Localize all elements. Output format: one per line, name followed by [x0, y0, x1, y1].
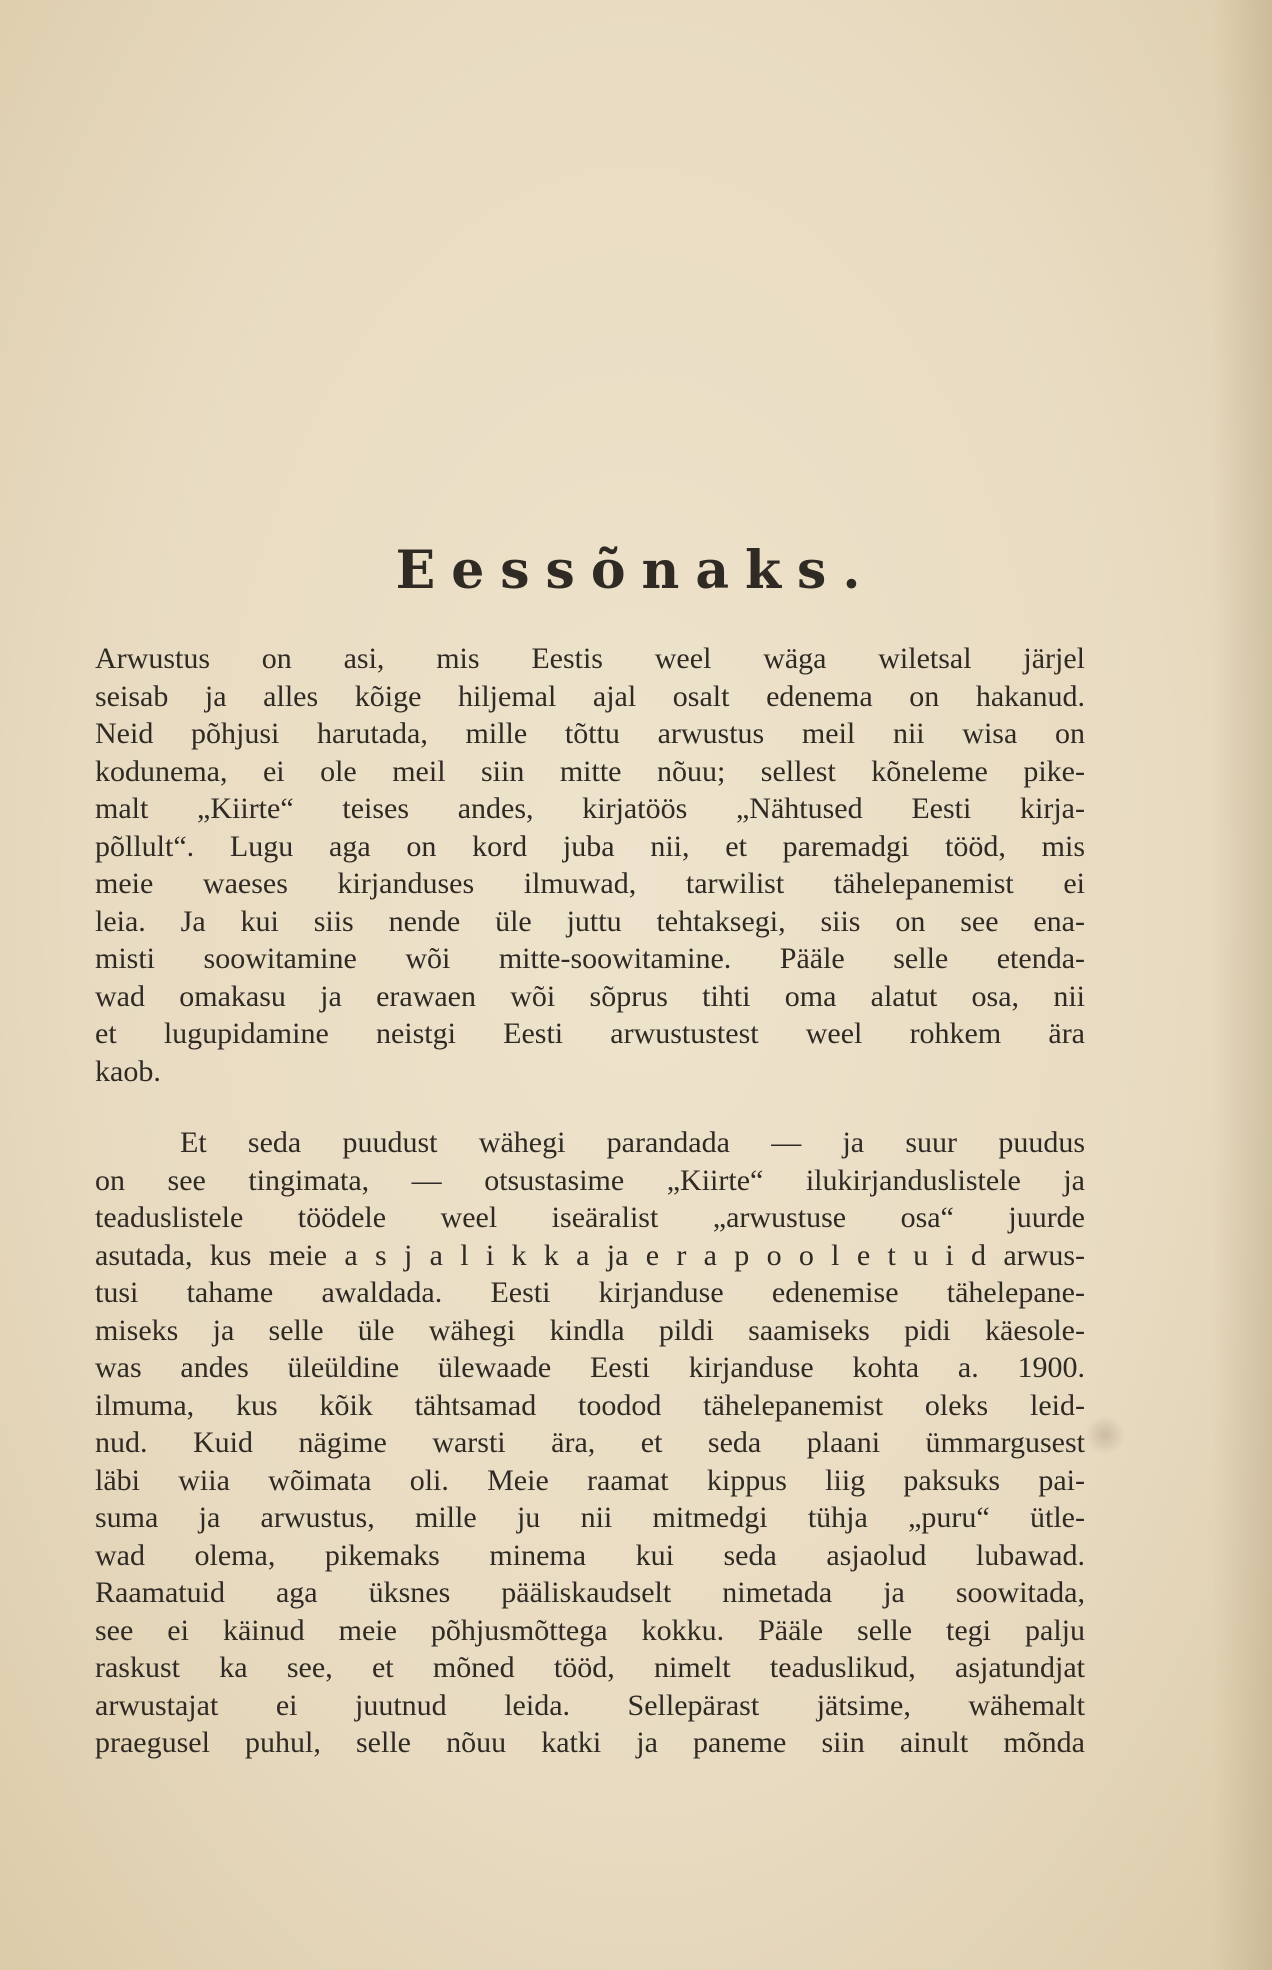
text-line: misti soowitamine wõi mitte-soowitamine. Pääle selle etenda- — [95, 942, 1085, 975]
text-line: läbi wiia wõimata oli. Meie raamat kippus liig paksuks pai- — [95, 1463, 1085, 1497]
text-line: suma ja arwustus, mille ju nii mitmedgi tühja „puru“ ütle- — [95, 1501, 1085, 1534]
text-line: ilmuma, kus kõik tähtsamad toodod tähelepanemist oleks leid- — [95, 1388, 1085, 1422]
text-line: arwustajat ei juutnud leida. Sellepärast jätsime, wähemalt — [95, 1688, 1085, 1722]
text-line: was andes üleüldine ülewaade Eesti kirjanduse kohta a. 1900. — [95, 1351, 1085, 1384]
text-line: nud. Kuid nägime warsti ära, et seda plaani ümmargusest — [95, 1426, 1085, 1459]
text-line: meie waeses kirjanduses ilmuwad, tarwilist tähelepanemist ei — [95, 867, 1085, 900]
text-line: kaob. — [95, 1054, 161, 1088]
text-line: praegusel puhul, selle nõuu katki ja paneme siin ainult mõnda — [95, 1726, 1085, 1759]
text-line: Arwustus on asi, mis Eestis weel wäga wiletsal järjel — [95, 642, 1085, 675]
text-line: Et seda puudust wähegi parandada — ja suur puudus — [180, 1126, 1085, 1159]
text-line: Raamatuid aga üksnes pääliskaudselt nimetada ja soowitada, — [95, 1576, 1085, 1609]
text-line: raskust ka see, et mõned tööd, nimelt teaduslikud, asjatundjat — [95, 1651, 1085, 1684]
body-text — [95, 640, 1085, 1762]
text-line: wad olema, pikemaks minema kui seda asjaolud lubawad. — [95, 1538, 1085, 1572]
paper-stain — [1085, 1415, 1125, 1455]
text-line: põllult“. Lugu aga on kord juba nii, et paremadgi tööd, mis — [95, 829, 1085, 863]
text-line: see ei käinud meie põhjusmõttega kokku. Pääle selle tegi palju — [95, 1613, 1085, 1647]
text-line: et lugupidamine neistgi Eesti arwustustest weel rohkem ära — [95, 1017, 1085, 1050]
text-line: seisab ja alles kõige hiljemal ajal osalt edenema on hakanud. — [95, 679, 1085, 713]
text-line: teaduslistele töödele weel iseäralist „arwustuse osa“ juurde — [95, 1201, 1085, 1234]
text-line: wad omakasu ja erawaen wõi sõprus tihti oma alatut osa, nii — [95, 979, 1085, 1013]
page-title: Eessõnaks. — [395, 540, 877, 601]
text-line: leia. Ja kui siis nende üle juttu tehtaksegi, siis on see ena- — [95, 904, 1085, 938]
text-line: Neid põhjusi harutada, mille tõttu arwustus meil nii wisa on — [95, 717, 1085, 750]
text-line: asutada, kus meie a s j a l i k k a ja e r a p o o l e t u i d arwus- — [95, 1238, 1085, 1272]
text-line: kodunema, ei ole meil siin mitte nõuu; sellest kõneleme pike- — [95, 754, 1085, 788]
text-line: on see tingimata, — otsustasime „Kiirte“ ilukirjanduslistele ja — [95, 1163, 1085, 1197]
text-line: tusi tahame awaldada. Eesti kirjanduse edenemise tähelepane- — [95, 1276, 1085, 1309]
text-line: miseks ja selle üle wähegi kindla pildi saamiseks pidi käesole- — [95, 1313, 1085, 1347]
paragraph-2 — [95, 1124, 1085, 1762]
paragraph-1 — [95, 640, 1085, 1090]
text-line: malt „Kiirte“ teises andes, kirjatöös „Nähtused Eesti kirja- — [95, 792, 1085, 825]
